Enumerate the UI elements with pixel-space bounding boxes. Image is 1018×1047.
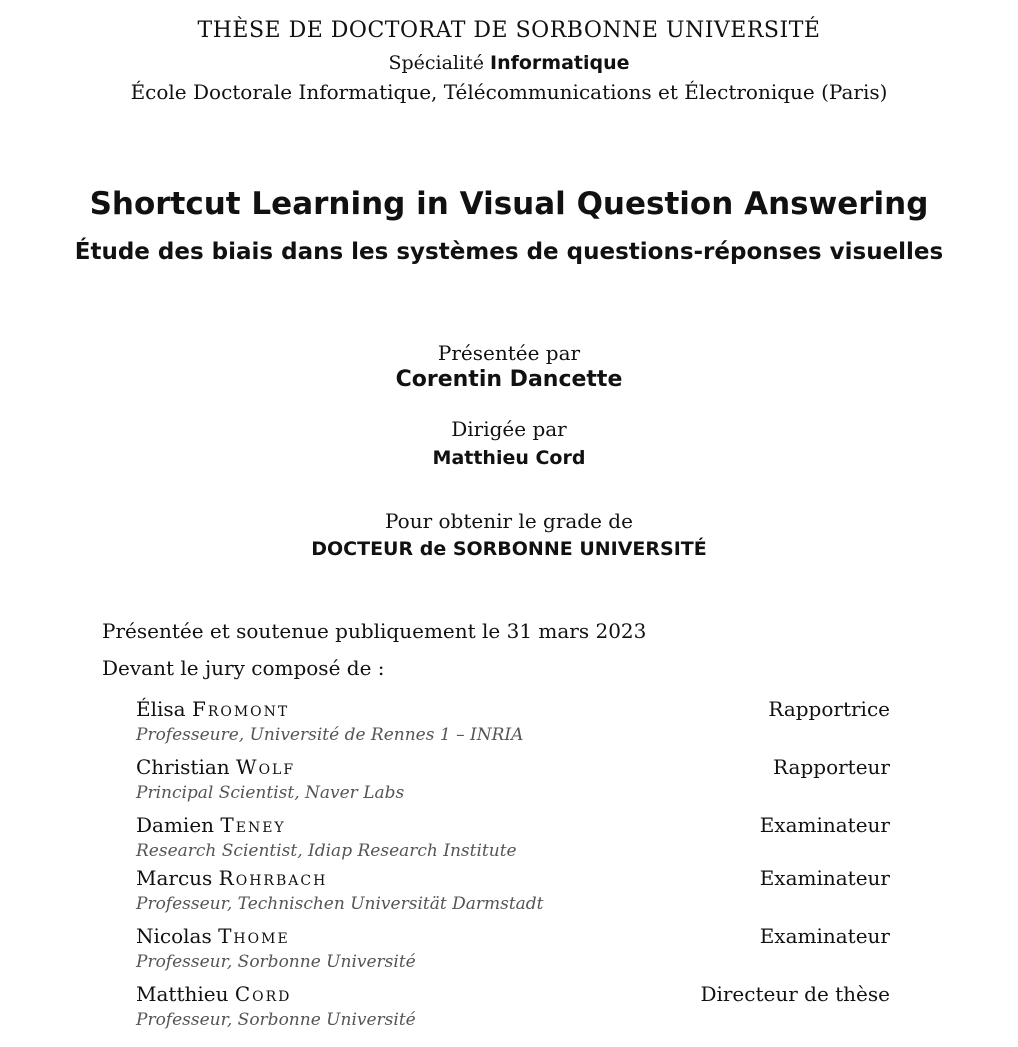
jury-member-affiliation: Professeur, Sorbonne Université bbox=[136, 1010, 416, 1030]
jury-first-name: Marcus bbox=[136, 866, 213, 890]
thesis-header-title: THÈSE DE DOCTORAT DE SORBONNE UNIVERSITÉ bbox=[197, 18, 821, 43]
jury-member-affiliation: Professeur, Technischen Universität Darmstadt bbox=[136, 894, 544, 914]
jury-last-name: Teney bbox=[220, 813, 286, 837]
jury-member-name bbox=[136, 697, 289, 721]
thesis-subtitle: Étude des biais dans les systèmes de questions-réponses visuelles bbox=[74, 239, 944, 265]
jury-last-name: Thome bbox=[218, 924, 290, 948]
author-name: Corentin Dancette bbox=[395, 367, 623, 392]
jury-member-affiliation: Professeure, Université de Rennes 1 – INRIA bbox=[136, 725, 524, 745]
doctoral-school: École Doctorale Informatique, Télécommunications et Électronique (Paris) bbox=[130, 80, 888, 104]
jury-first-name: Christian bbox=[136, 755, 230, 779]
presented-by-label: Présentée par bbox=[437, 341, 581, 365]
jury-last-name: Cord bbox=[234, 982, 292, 1006]
jury-member-role: Examinateur bbox=[759, 813, 890, 837]
jury-member-name bbox=[136, 982, 291, 1006]
jury-member-role: Directeur de thèse bbox=[700, 982, 890, 1006]
jury-first-name: Élisa bbox=[136, 697, 186, 721]
jury-member-role: Examinateur bbox=[759, 924, 890, 948]
degree-label: Pour obtenir le grade de bbox=[385, 509, 633, 533]
degree-name: DOCTEUR de SORBONNE UNIVERSITÉ bbox=[311, 538, 707, 560]
directed-by-label: Dirigée par bbox=[451, 417, 567, 441]
jury-last-name: Rohrbach bbox=[218, 866, 328, 890]
jury-member-role: Examinateur bbox=[759, 866, 890, 890]
jury-last-name: Wolf bbox=[236, 755, 296, 779]
jury-member-name bbox=[136, 866, 327, 890]
advisor-name: Matthieu Cord bbox=[432, 447, 586, 469]
jury-member-name bbox=[136, 813, 286, 837]
jury-last-name: Fromont bbox=[191, 697, 290, 721]
jury-member-role: Rapporteur bbox=[773, 755, 890, 779]
speciality-prefix: Spécialité bbox=[388, 52, 484, 74]
thesis-title: Shortcut Learning in Visual Question Answering bbox=[89, 186, 929, 222]
jury-member-name bbox=[136, 924, 290, 948]
jury-member-role: Rapportrice bbox=[768, 697, 890, 721]
speciality-line bbox=[0, 52, 1018, 74]
jury-member-name bbox=[136, 755, 295, 779]
defense-date: Présentée et soutenue publiquement le 31 mars 2023 bbox=[102, 619, 647, 643]
jury-first-name: Nicolas bbox=[136, 924, 212, 948]
jury-member-affiliation: Professeur, Sorbonne Université bbox=[136, 952, 416, 972]
speciality-value: Informatique bbox=[490, 52, 630, 74]
jury-first-name: Damien bbox=[136, 813, 215, 837]
jury-intro: Devant le jury composé de : bbox=[102, 656, 385, 680]
jury-first-name: Matthieu bbox=[136, 982, 229, 1006]
jury-member-affiliation: Research Scientist, Idiap Research Institute bbox=[136, 841, 517, 861]
jury-member-affiliation: Principal Scientist, Naver Labs bbox=[136, 783, 405, 803]
